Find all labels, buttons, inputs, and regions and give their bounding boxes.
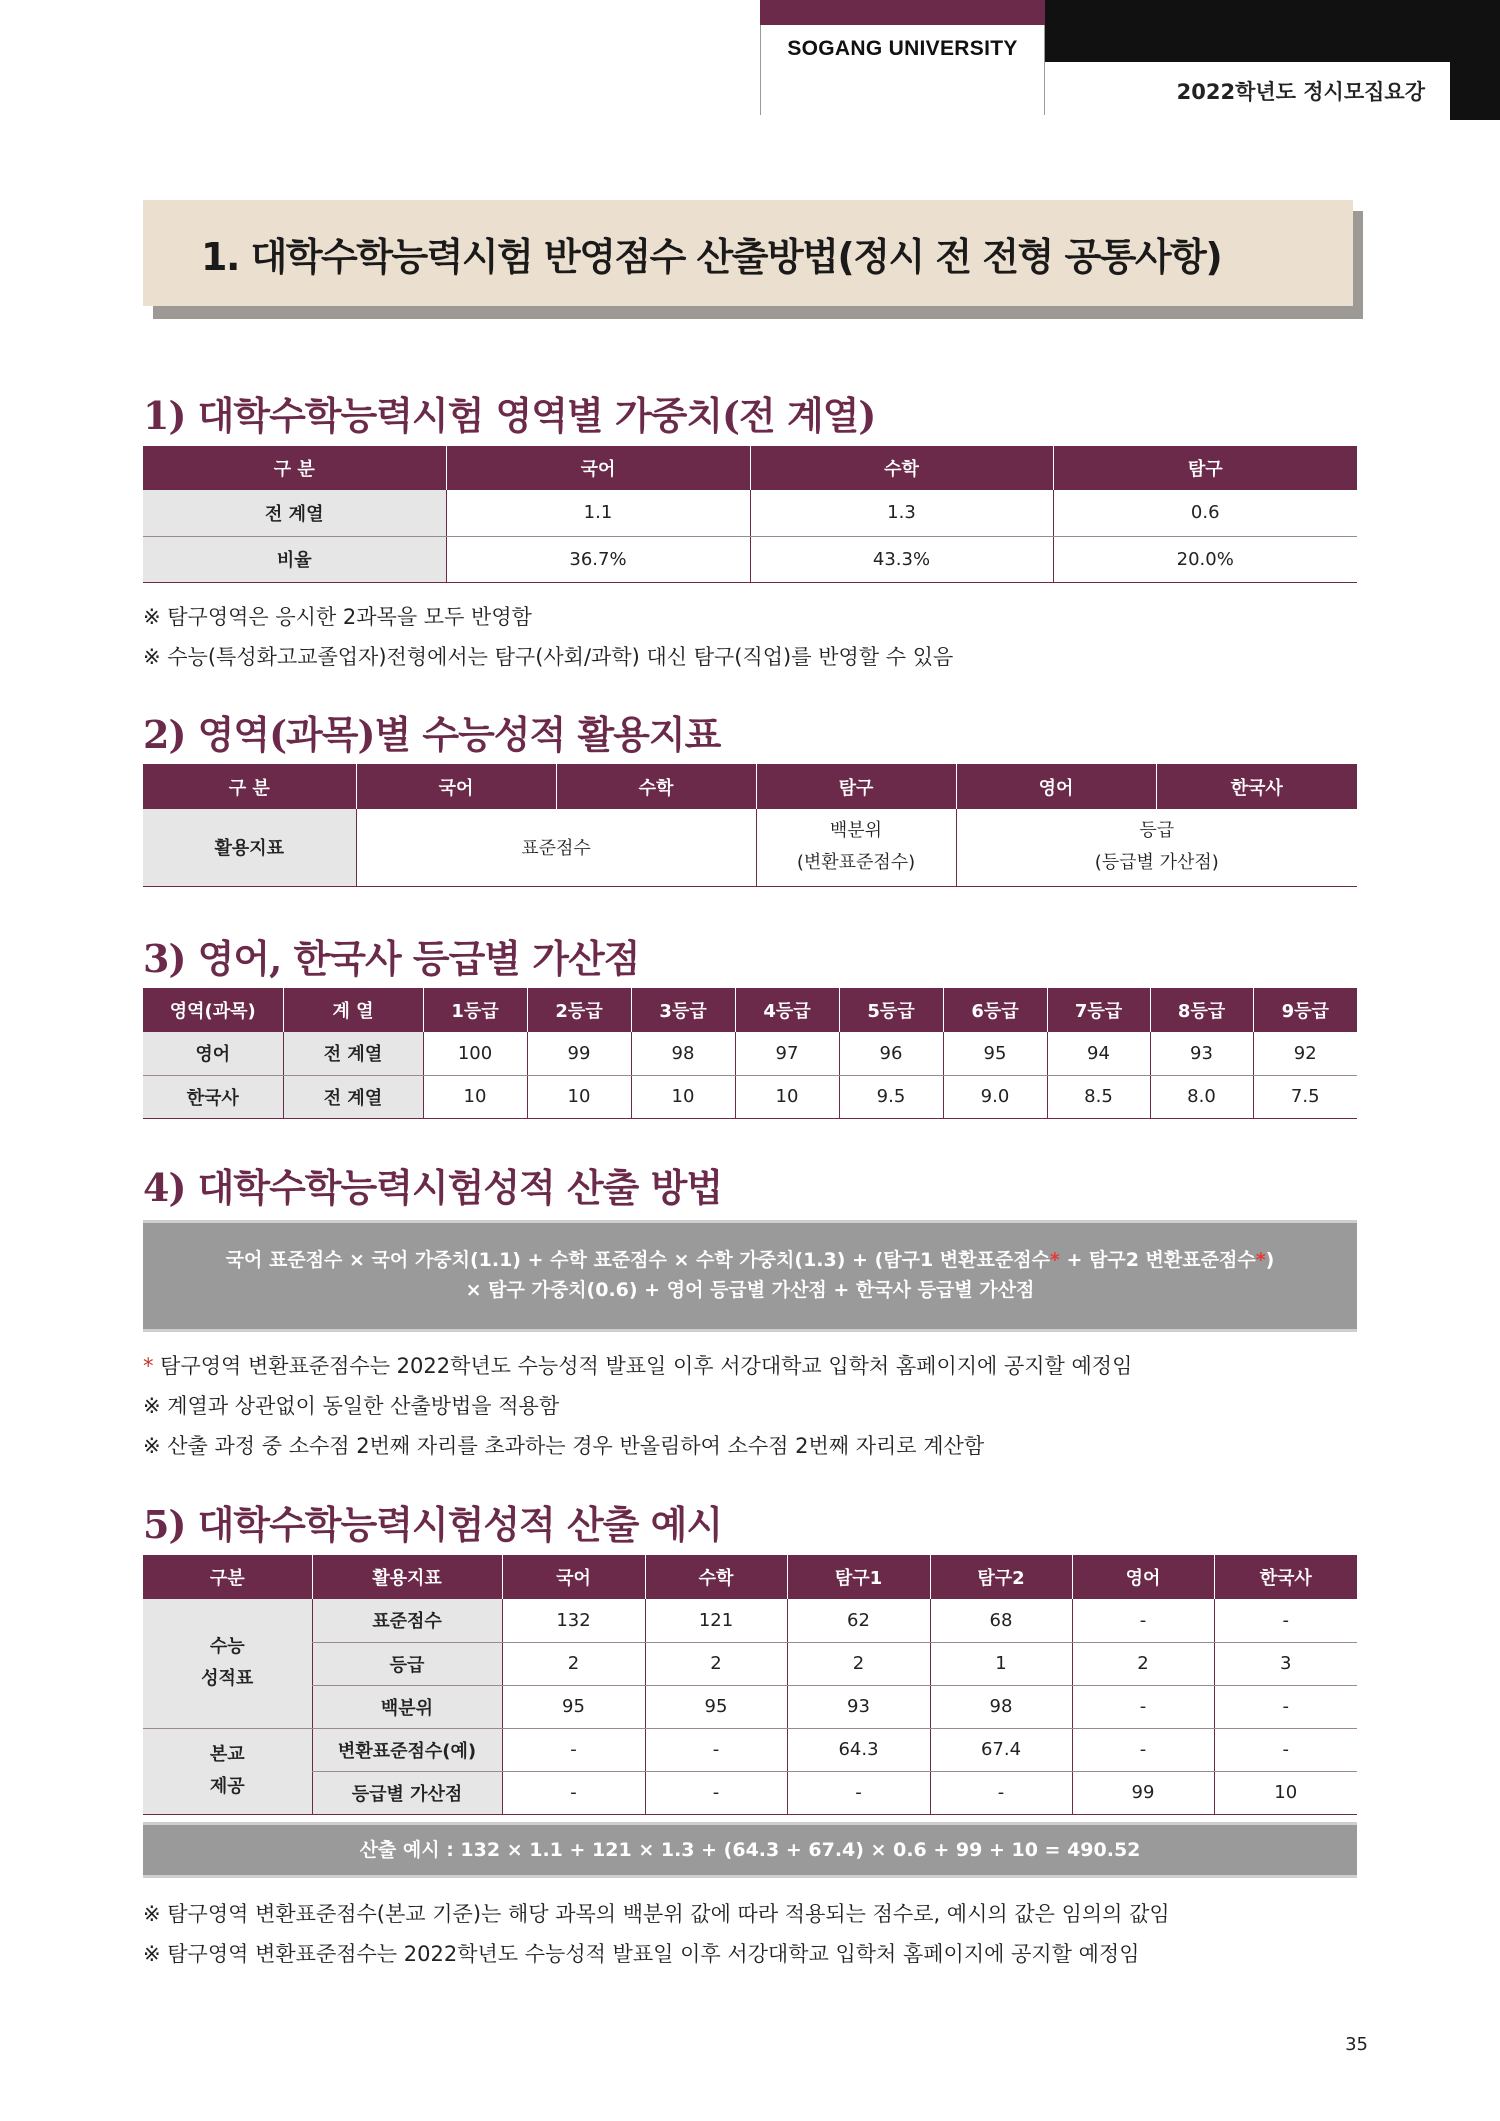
table-row bbox=[143, 1771, 1357, 1814]
table-cell: 8.0 bbox=[1150, 1075, 1253, 1118]
table-header: 구 분 bbox=[143, 446, 446, 490]
table-header: 한국사 bbox=[1214, 1555, 1357, 1599]
table-cell: 10 bbox=[631, 1075, 735, 1118]
table-header: 3등급 bbox=[631, 988, 735, 1032]
table-cell: 20.0% bbox=[1053, 536, 1357, 582]
table-row bbox=[143, 1032, 1357, 1075]
header-black-bar bbox=[1045, 0, 1500, 62]
table-cell: 64.3 bbox=[787, 1728, 930, 1771]
percentile-sub-label: (변환표준점수) bbox=[796, 852, 916, 874]
table-cell: 43.3% bbox=[750, 536, 1053, 582]
note-asterisk: * bbox=[143, 1354, 154, 1378]
table-row bbox=[143, 1599, 1357, 1642]
formula-asterisk: * bbox=[1049, 1249, 1060, 1271]
table-row bbox=[143, 1728, 1357, 1771]
table-cell: 97 bbox=[735, 1032, 839, 1075]
university-name: SOGANG UNIVERSITY bbox=[760, 25, 1045, 115]
table-header: 탐구 bbox=[1053, 446, 1357, 490]
table-header: 1등급 bbox=[423, 988, 527, 1032]
table-cell: - bbox=[787, 1771, 930, 1814]
group-label-line: 본교 bbox=[209, 1744, 245, 1765]
header-accent-bar bbox=[760, 0, 1045, 25]
table-header: 구 분 bbox=[143, 764, 356, 809]
table-cell: 2 bbox=[645, 1642, 787, 1685]
row-label: 전 계열 bbox=[143, 490, 446, 536]
table-header: 탐구2 bbox=[930, 1555, 1072, 1599]
table-header: 한국사 bbox=[1156, 764, 1357, 809]
weight-table bbox=[143, 446, 1357, 583]
table-cell: 10 bbox=[735, 1075, 839, 1118]
table-cell: 36.7% bbox=[446, 536, 750, 582]
table-cell: 94 bbox=[1047, 1032, 1150, 1075]
example-calculation: 산출 예시 : 132 × 1.1 + 121 × 1.3 + (64.3 + 67.4) × 0.6 + 99 + 10 = 490.52 bbox=[143, 1822, 1357, 1878]
table-cell: 7.5 bbox=[1253, 1075, 1357, 1118]
example-table bbox=[143, 1555, 1357, 1815]
table-header: 6등급 bbox=[943, 988, 1047, 1032]
section2-heading: 2) 영역(과목)별 수능성적 활용지표 bbox=[143, 712, 721, 757]
formula-asterisk: * bbox=[1255, 1249, 1266, 1271]
note: ※ 계열과 상관없이 동일한 산출방법을 적용함 bbox=[143, 1394, 560, 1418]
table-cell: 132 bbox=[502, 1599, 645, 1642]
row-label: 활용지표 bbox=[143, 809, 356, 886]
table-cell: 10 bbox=[1214, 1771, 1357, 1814]
table-cell: 8.5 bbox=[1047, 1075, 1150, 1118]
formula-text: 국어 표준점수 × 국어 가중치(1.1) + 수학 표준점수 × 수학 가중치(1.3) + (탐구1 변환표준점수 bbox=[225, 1249, 1050, 1271]
formula-text: ) bbox=[1265, 1249, 1275, 1271]
table-cell: 68 bbox=[930, 1599, 1072, 1642]
table-cell: 99 bbox=[1072, 1771, 1214, 1814]
percentile-cell bbox=[756, 809, 956, 886]
grade-bonus-table bbox=[143, 988, 1357, 1119]
grade-sub-label: (등급별 가산점) bbox=[1094, 852, 1219, 874]
percentile-label: 백분위 bbox=[829, 820, 883, 842]
table-cell: - bbox=[1214, 1599, 1357, 1642]
section1-heading: 1) 대학수학능력시험 영역별 가중치(전 계열) bbox=[143, 393, 876, 438]
table-header-row bbox=[143, 764, 1357, 809]
note-text: 탐구영역 변환표준점수는 2022학년도 수능성적 발표일 이후 서강대학교 입학처 홈페이지에 공지할 예정임 bbox=[153, 1354, 1133, 1378]
row-label: 영어 bbox=[143, 1032, 283, 1075]
table-cell: 62 bbox=[787, 1599, 930, 1642]
table-header: 수학 bbox=[750, 446, 1053, 490]
table-cell: 0.6 bbox=[1053, 490, 1357, 536]
table-header: 8등급 bbox=[1150, 988, 1253, 1032]
table-header: 계 열 bbox=[283, 988, 423, 1032]
note: ※ 수능(특성화고교졸업자)전형에서는 탐구(사회/과학) 대신 탐구(직업)를 반영할 수 있음 bbox=[143, 645, 954, 669]
table-cell: - bbox=[645, 1771, 787, 1814]
table-cell: 2 bbox=[787, 1642, 930, 1685]
table-cell: - bbox=[1214, 1685, 1357, 1728]
indicator-label: 백분위 bbox=[312, 1685, 502, 1728]
table-cell: 2 bbox=[502, 1642, 645, 1685]
section3-heading: 3) 영어, 한국사 등급별 가산점 bbox=[143, 936, 640, 981]
note: ※ 탐구영역은 응시한 2과목을 모두 반영함 bbox=[143, 605, 532, 629]
table-cell: 95 bbox=[502, 1685, 645, 1728]
grade-cell bbox=[956, 809, 1357, 886]
table-cell: 92 bbox=[1253, 1032, 1357, 1075]
table-header: 5등급 bbox=[839, 988, 943, 1032]
formula-line-1 bbox=[143, 1245, 1357, 1275]
table-header-row bbox=[143, 1555, 1357, 1599]
formula-text: + 탐구2 변환표준점수 bbox=[1059, 1249, 1256, 1271]
table-header: 수학 bbox=[645, 1555, 787, 1599]
formula-box bbox=[143, 1220, 1357, 1332]
table-row bbox=[143, 1685, 1357, 1728]
table-header: 영어 bbox=[956, 764, 1156, 809]
table-header: 구분 bbox=[143, 1555, 312, 1599]
main-title: 1. 대학수학능력시험 반영점수 산출방법(정시 전 전형 공통사항) bbox=[143, 200, 1353, 306]
indicator-label: 변환표준점수(예) bbox=[312, 1728, 502, 1771]
table-cell: - bbox=[1214, 1728, 1357, 1771]
formula-line-2: × 탐구 가중치(0.6) + 영어 등급별 가산점 + 한국사 등급별 가산점 bbox=[465, 1279, 1035, 1301]
header-black-tab bbox=[1450, 62, 1500, 120]
group-label bbox=[143, 1599, 312, 1728]
guide-year-title: 2022학년도 정시모집요강 bbox=[1176, 80, 1425, 104]
standard-score-cell: 표준점수 bbox=[356, 809, 756, 886]
table-cell: 10 bbox=[527, 1075, 631, 1118]
group-label-line: 성적표 bbox=[201, 1668, 254, 1690]
note bbox=[143, 1350, 1132, 1380]
note: ※ 탐구영역 변환표준점수(본교 기준)는 해당 과목의 백분위 값에 따라 적용되는 점수로, 예시의 값은 임의의 값임 bbox=[143, 1902, 1170, 1926]
table-cell: - bbox=[1072, 1599, 1214, 1642]
table-cell: 93 bbox=[1150, 1032, 1253, 1075]
section5-heading: 5) 대학수학능력시험성적 산출 예시 bbox=[143, 1502, 723, 1547]
table-header: 국어 bbox=[502, 1555, 645, 1599]
table-cell: - bbox=[502, 1771, 645, 1814]
page-number: 35 bbox=[1345, 2034, 1368, 2055]
table-row bbox=[143, 490, 1357, 536]
table-cell: - bbox=[645, 1728, 787, 1771]
row-track: 전 계열 bbox=[283, 1032, 423, 1075]
table-header: 4등급 bbox=[735, 988, 839, 1032]
grade-label: 등급 bbox=[1139, 820, 1175, 842]
table-cell: 1 bbox=[930, 1642, 1072, 1685]
table-row bbox=[143, 1642, 1357, 1685]
table-cell: 9.0 bbox=[943, 1075, 1047, 1118]
table-header: 국어 bbox=[356, 764, 556, 809]
table-cell: 67.4 bbox=[930, 1728, 1072, 1771]
table-cell: 98 bbox=[631, 1032, 735, 1075]
table-header: 2등급 bbox=[527, 988, 631, 1032]
table-cell: 95 bbox=[943, 1032, 1047, 1075]
group-label-line: 제공 bbox=[209, 1776, 245, 1797]
table-header: 탐구1 bbox=[787, 1555, 930, 1599]
table-cell: 95 bbox=[645, 1685, 787, 1728]
note: ※ 탐구영역 변환표준점수는 2022학년도 수능성적 발표일 이후 서강대학교 입학처 홈페이지에 공지할 예정임 bbox=[143, 1942, 1140, 1966]
table-cell: 93 bbox=[787, 1685, 930, 1728]
section4-heading: 4) 대학수학능력시험성적 산출 방법 bbox=[143, 1165, 723, 1210]
table-cell: 1.3 bbox=[750, 490, 1053, 536]
table-header-row bbox=[143, 446, 1357, 490]
table-row bbox=[143, 809, 1357, 886]
indicator-label: 등급별 가산점 bbox=[312, 1771, 502, 1814]
indicator-label: 등급 bbox=[312, 1642, 502, 1685]
table-cell: - bbox=[930, 1771, 1072, 1814]
table-row bbox=[143, 1075, 1357, 1118]
table-cell: 100 bbox=[423, 1032, 527, 1075]
row-track: 전 계열 bbox=[283, 1075, 423, 1118]
table-cell: 2 bbox=[1072, 1642, 1214, 1685]
table-cell: - bbox=[1072, 1685, 1214, 1728]
table-header-row bbox=[143, 988, 1357, 1032]
indicator-label: 표준점수 bbox=[312, 1599, 502, 1642]
table-cell: 10 bbox=[423, 1075, 527, 1118]
table-cell: 9.5 bbox=[839, 1075, 943, 1118]
table-cell: 98 bbox=[930, 1685, 1072, 1728]
table-cell: 3 bbox=[1214, 1642, 1357, 1685]
row-label: 한국사 bbox=[143, 1075, 283, 1118]
table-header: 영어 bbox=[1072, 1555, 1214, 1599]
group-label-line: 수능 bbox=[209, 1636, 245, 1658]
table-cell: - bbox=[502, 1728, 645, 1771]
table-header: 국어 bbox=[446, 446, 750, 490]
table-header: 수학 bbox=[556, 764, 756, 809]
table-cell: 99 bbox=[527, 1032, 631, 1075]
row-label: 비율 bbox=[143, 536, 446, 582]
table-header: 영역(과목) bbox=[143, 988, 283, 1032]
table-row bbox=[143, 536, 1357, 582]
group-label bbox=[143, 1728, 312, 1814]
table-cell: - bbox=[1072, 1728, 1214, 1771]
table-header: 탐구 bbox=[756, 764, 956, 809]
table-cell: 1.1 bbox=[446, 490, 750, 536]
table-header: 7등급 bbox=[1047, 988, 1150, 1032]
table-header: 9등급 bbox=[1253, 988, 1357, 1032]
indicator-table bbox=[143, 764, 1357, 887]
table-cell: 121 bbox=[645, 1599, 787, 1642]
note: ※ 산출 과정 중 소수점 2번째 자리를 초과하는 경우 반올림하여 소수점 2번째 자리로 계산함 bbox=[143, 1434, 985, 1458]
table-cell: 96 bbox=[839, 1032, 943, 1075]
table-header: 활용지표 bbox=[312, 1555, 502, 1599]
